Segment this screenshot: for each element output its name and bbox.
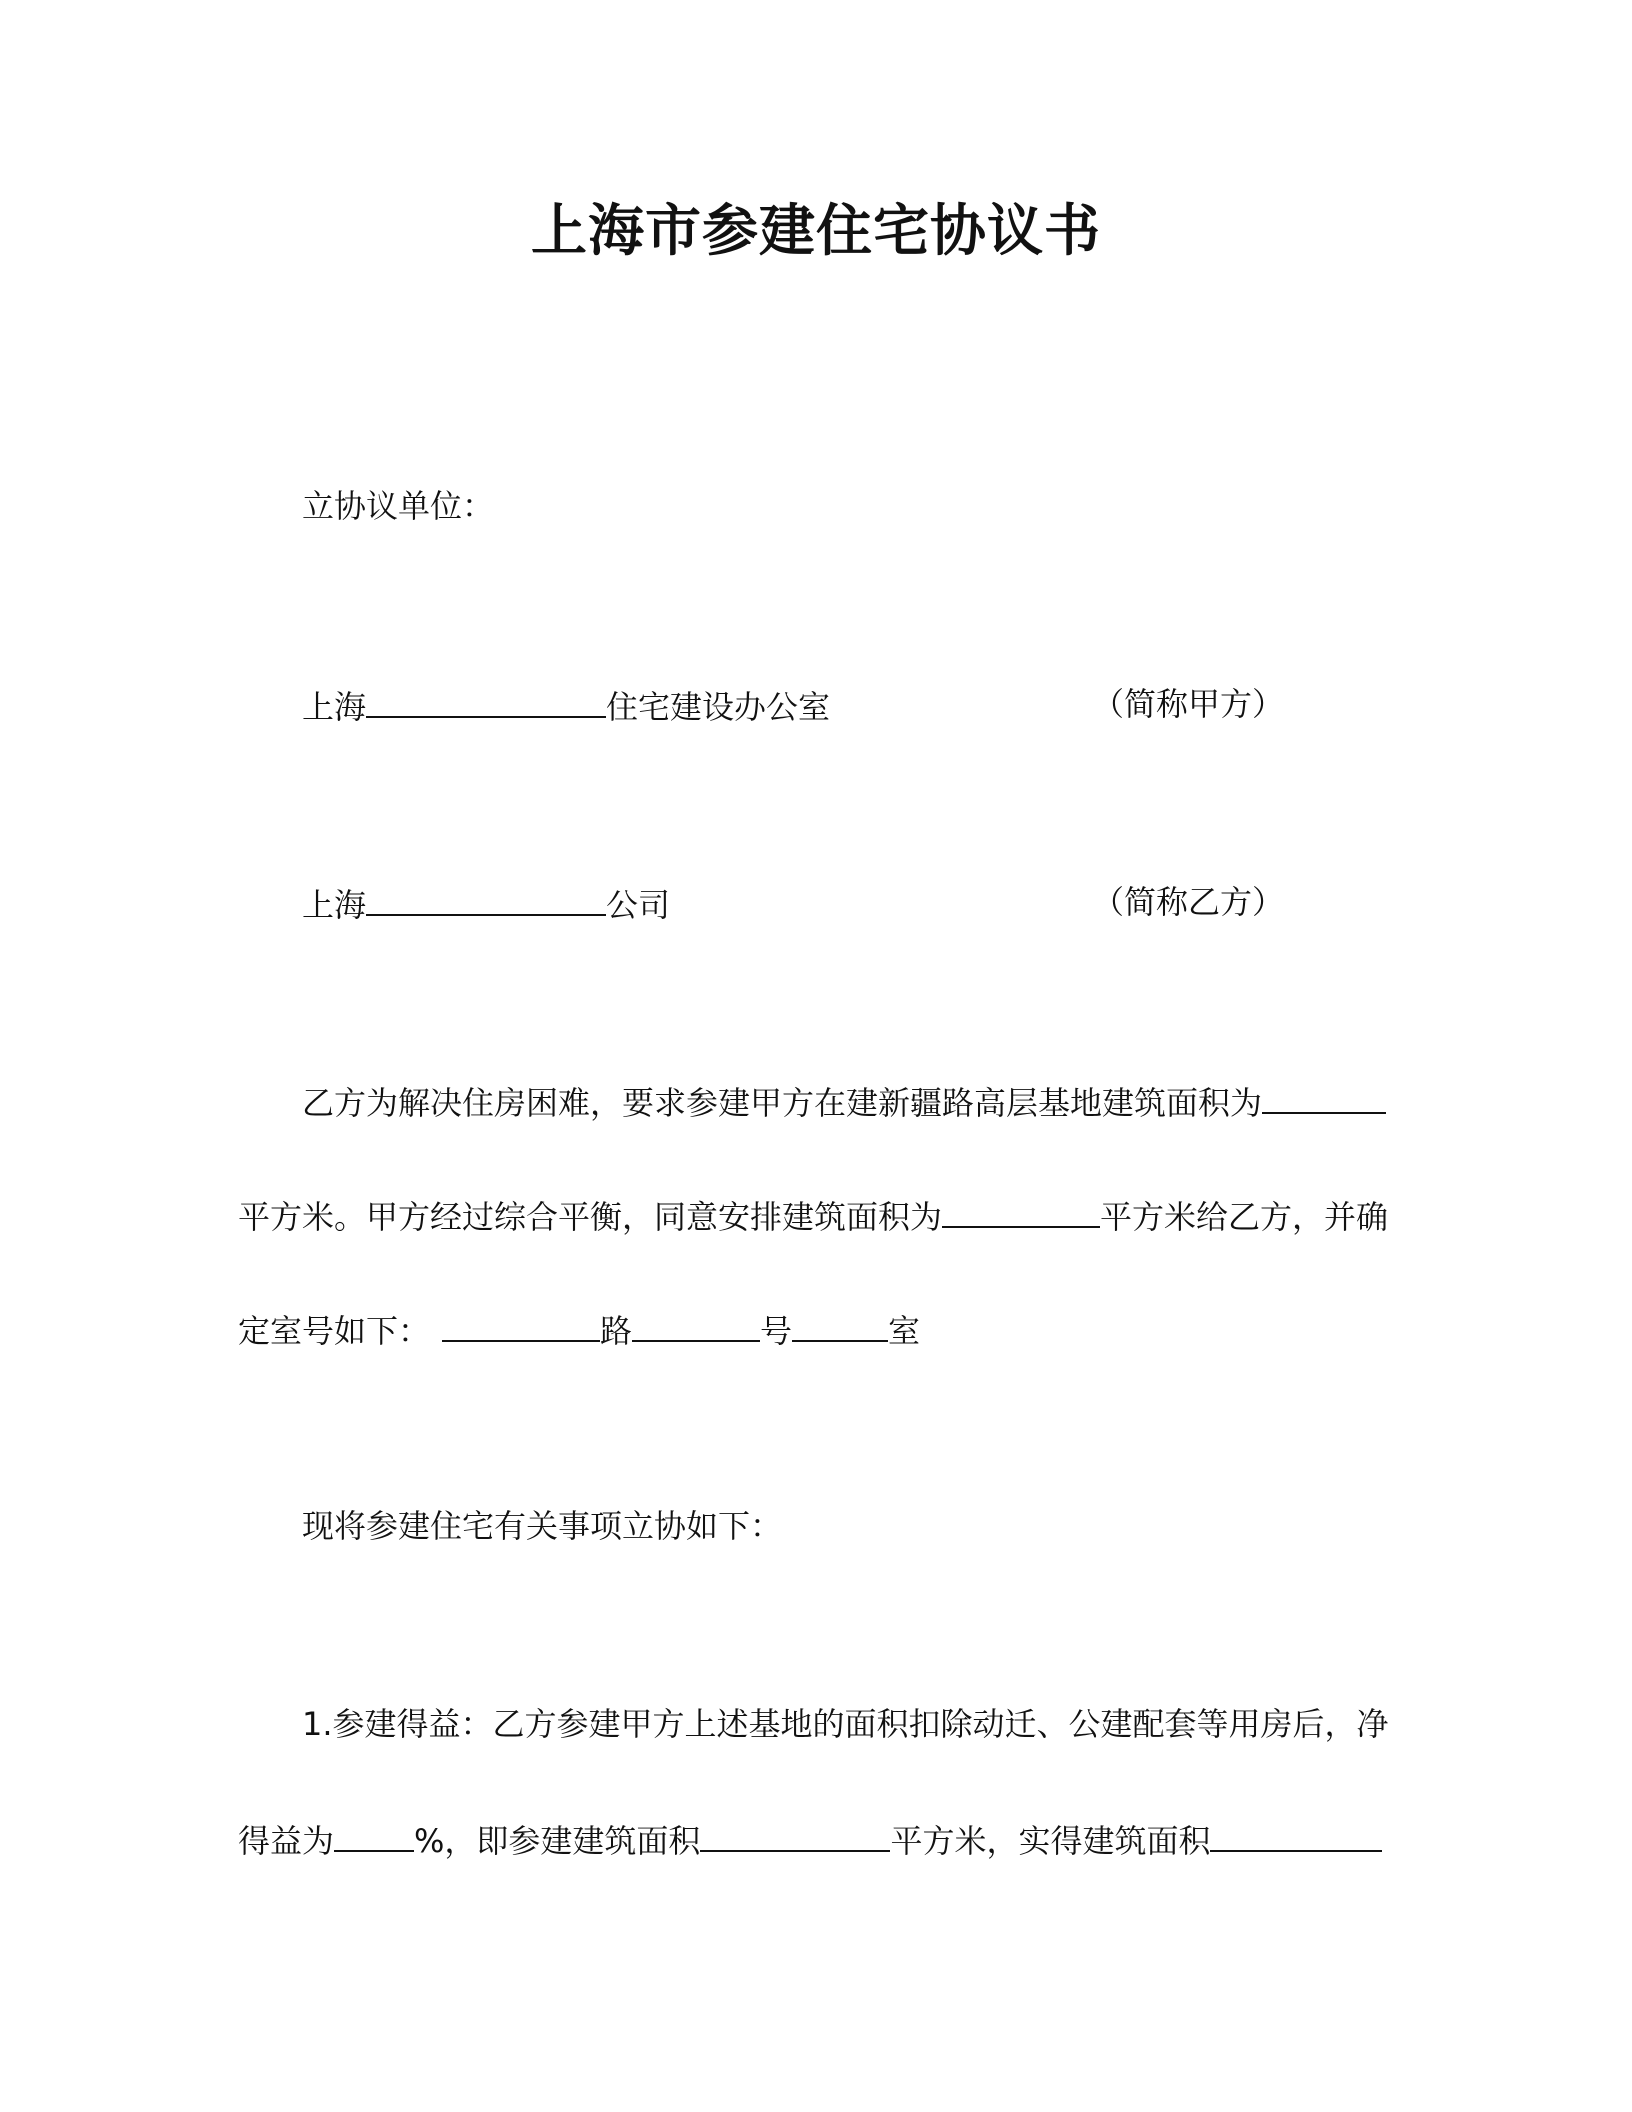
road-blank[interactable] bbox=[442, 1306, 600, 1342]
clause1-line2-text-b: %，即参建建筑面积 bbox=[414, 1822, 701, 1860]
participating-area-blank[interactable] bbox=[700, 1816, 890, 1852]
party-b-prefix: 上海 bbox=[302, 886, 367, 924]
clause1-line2 bbox=[238, 1816, 1382, 1863]
party-a-name-blank[interactable] bbox=[366, 682, 606, 718]
percent-blank[interactable] bbox=[334, 1816, 414, 1852]
party-b-alias: （简称乙方） bbox=[1092, 883, 1285, 921]
para1-line2-text-b: 平方米给乙方，并确 bbox=[1100, 1198, 1389, 1236]
party-b-line bbox=[302, 880, 670, 927]
clause1-line2-text-c: 平方米，实得建筑面积 bbox=[890, 1822, 1211, 1860]
room-blank[interactable] bbox=[792, 1306, 888, 1342]
document-title: 上海市参建住宅协议书 bbox=[531, 199, 1101, 264]
road-label: 路 bbox=[600, 1312, 633, 1350]
total-area-blank[interactable] bbox=[1262, 1078, 1386, 1114]
number-blank[interactable] bbox=[632, 1306, 760, 1342]
para1-line3 bbox=[238, 1306, 920, 1353]
party-a-line bbox=[302, 682, 830, 729]
party-a-alias: （简称甲方） bbox=[1092, 685, 1285, 723]
party-a-suffix: 住宅建设办公室 bbox=[606, 688, 831, 726]
party-a-prefix: 上海 bbox=[302, 688, 367, 726]
number-label: 号 bbox=[760, 1312, 793, 1350]
actual-area-blank[interactable] bbox=[1210, 1816, 1382, 1852]
para1-line1-text: 乙方为解决住房困难，要求参建甲方在建新疆路高层基地建筑面积为 bbox=[302, 1084, 1263, 1122]
clause1-line2-text-a: 得益为 bbox=[238, 1822, 335, 1860]
party-b-suffix: 公司 bbox=[606, 886, 671, 924]
para1-line3-text: 定室号如下： bbox=[238, 1312, 431, 1350]
para1-line2 bbox=[238, 1192, 1388, 1239]
intro-text: 现将参建住宅有关事项立协如下： bbox=[302, 1507, 783, 1545]
room-label: 室 bbox=[888, 1312, 921, 1350]
clause1-line1: 1.参建得益：乙方参建甲方上述基地的面积扣除动迁、公建配套等用房后，净 bbox=[302, 1705, 1389, 1743]
parties-heading: 立协议单位： bbox=[302, 487, 495, 525]
allocated-area-blank[interactable] bbox=[942, 1192, 1100, 1228]
para1-line1 bbox=[302, 1078, 1386, 1125]
party-b-name-blank[interactable] bbox=[366, 880, 606, 916]
para1-line2-text-a: 平方米。甲方经过综合平衡，同意安排建筑面积为 bbox=[238, 1198, 943, 1236]
